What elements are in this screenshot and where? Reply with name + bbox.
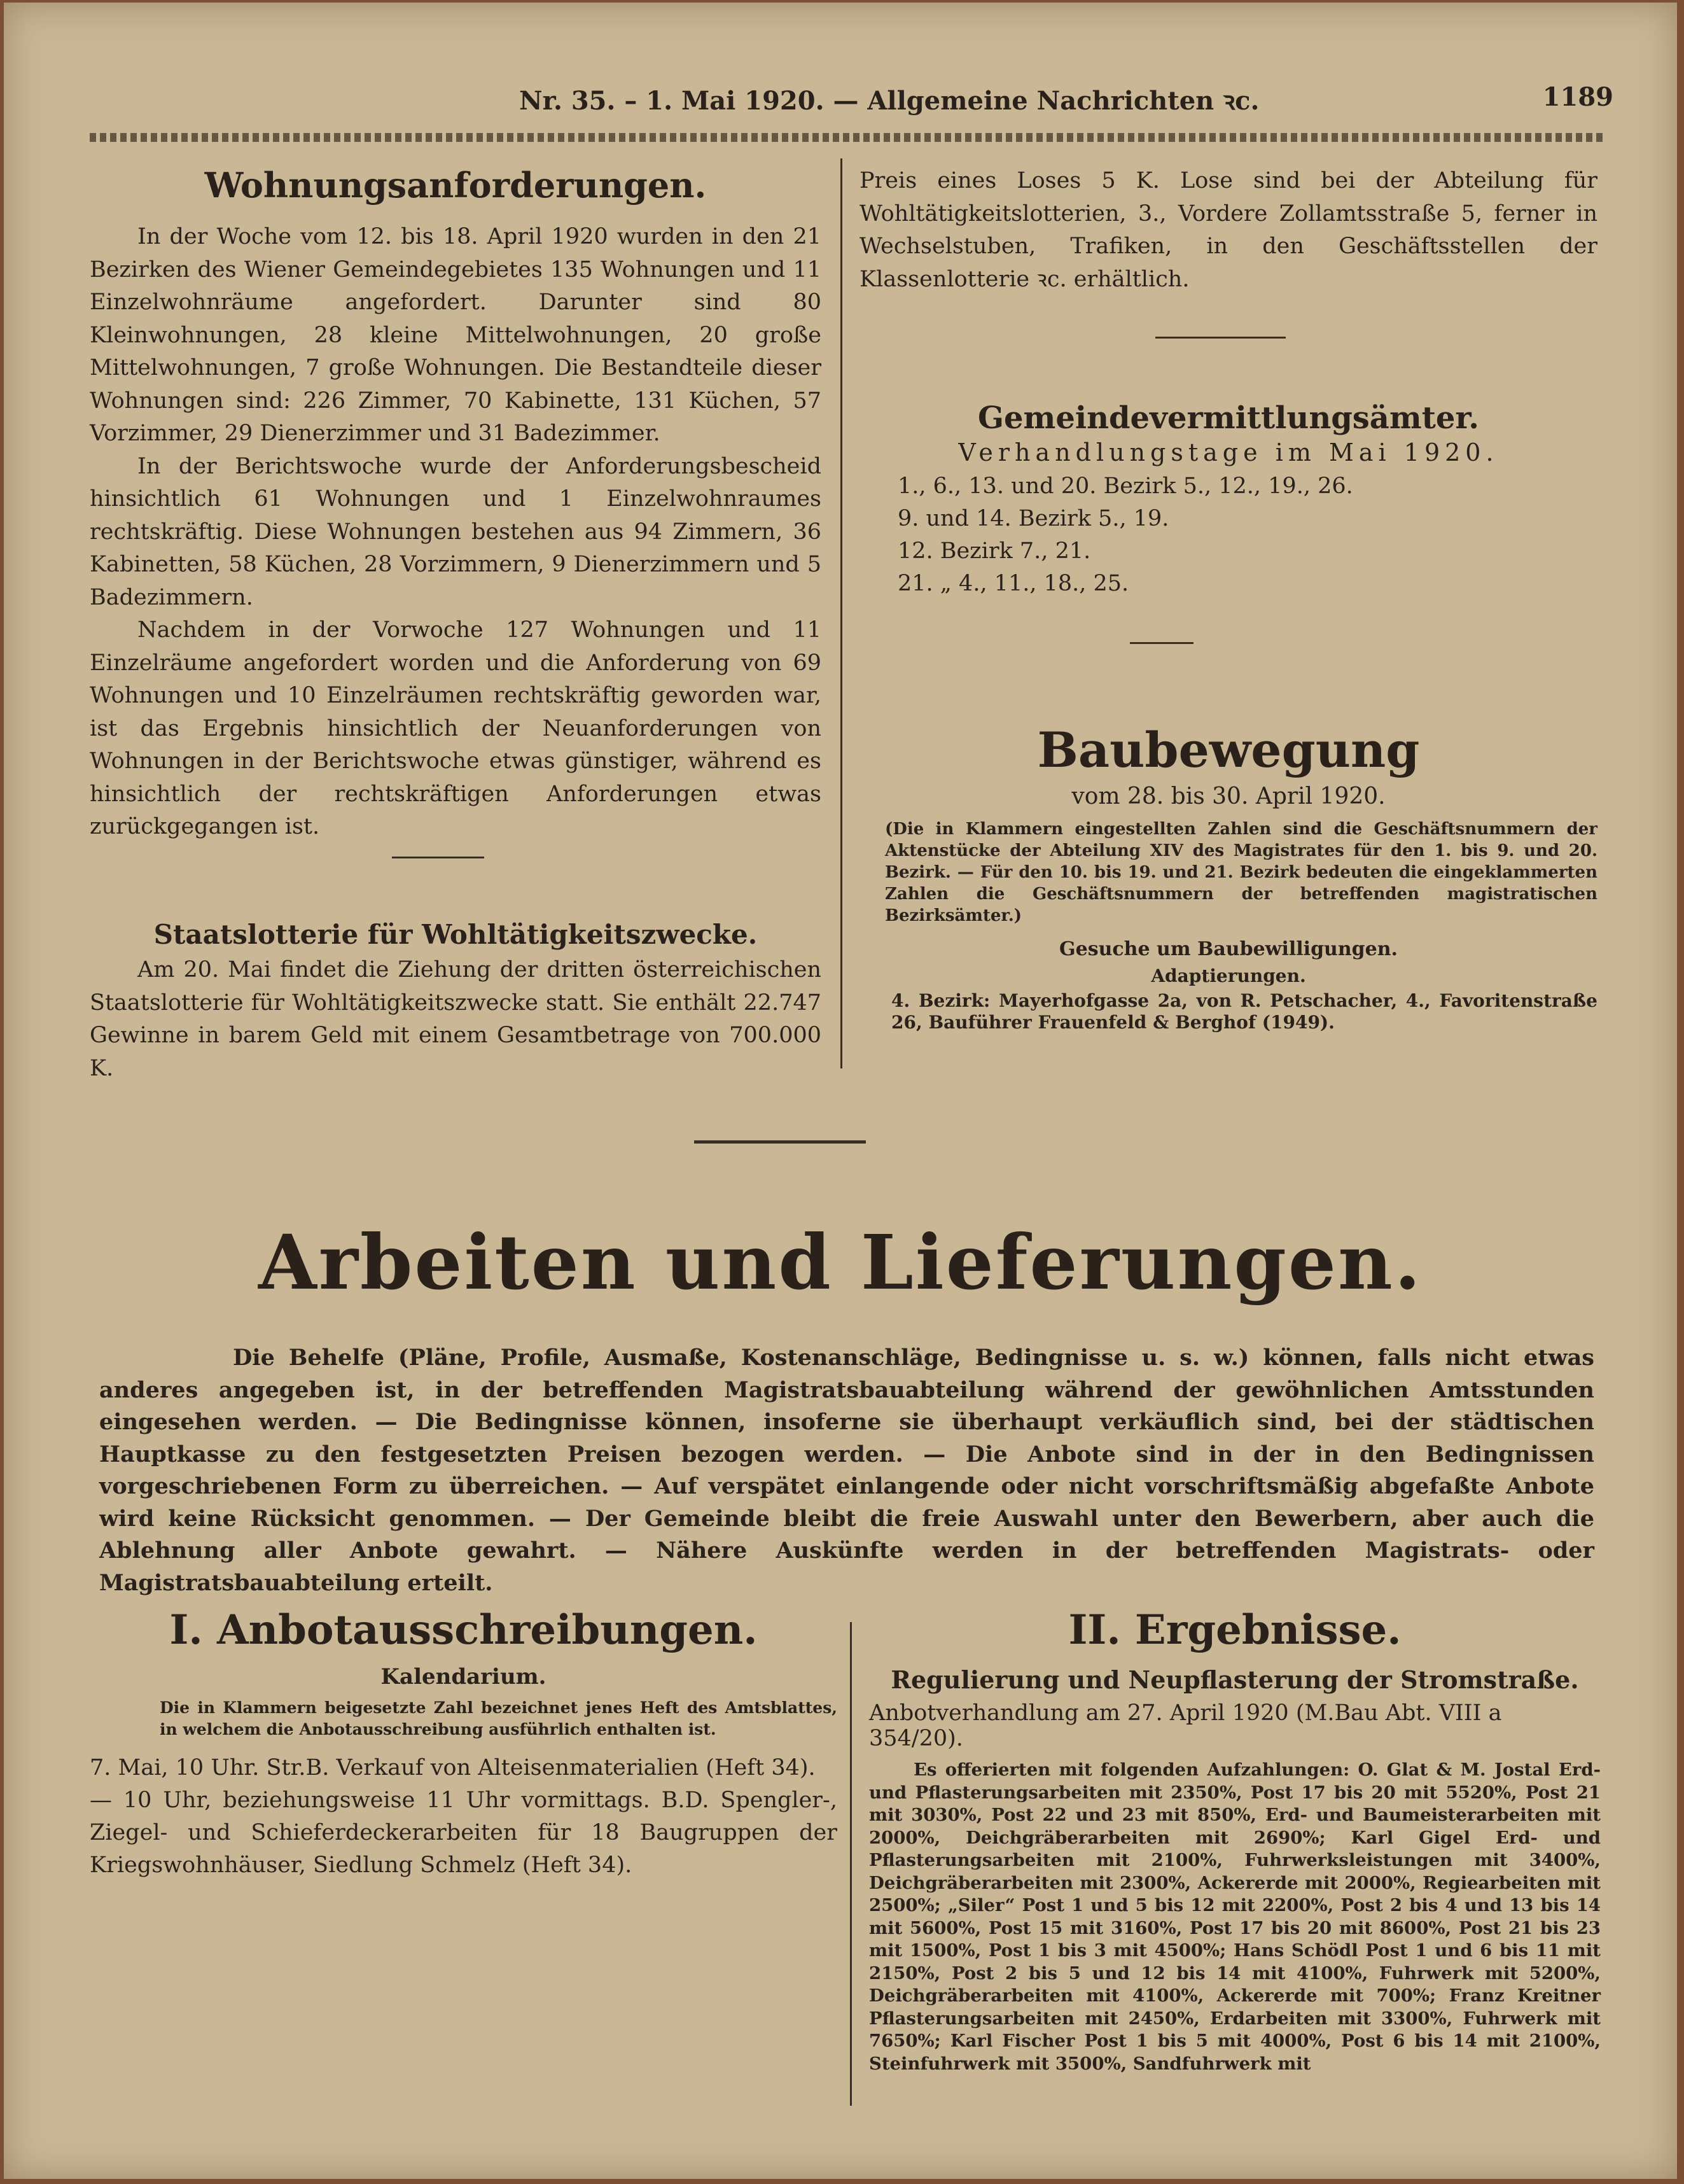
ergebnisse-title: II. Ergebnisse.	[1068, 1606, 1402, 1654]
anbot-entry: 7. Mai, 10 Uhr. Str.B. Verkauf von Alteisenmaterialien (Heft 34).	[90, 1755, 816, 1781]
right-separator-2	[1130, 642, 1193, 644]
arbeiten-title: Arbeiten und Lieferungen.	[258, 1218, 1423, 1306]
ergebnisse-subheading: Regulierung und Neupflasterung der Stromstraße.	[891, 1665, 1579, 1694]
anbot-section	[90, 1606, 837, 1882]
lotterie-paragraph-2: Preis eines Loses 5 K. Lose sind bei der Abteilung für Wohltätigkeitslotterien, 3., Vordere Zollamtsstraße 5, ferner in Wechselstuben, Trafiken, in den Geschäftsstellen der Klassenlotterie ꝛc. erhältlich.	[859, 168, 1597, 292]
header-text: Nr. 35. – 1. Mai 1920. — Allgemeine Nachrichten ꝛc.	[519, 86, 1260, 116]
bau-entry: 4. Bezirk: Mayerhofgasse 2a, von R. Petschacher, 4., Favoritenstraße 26, Bauführer Frauenfeld & Berghof (1949).	[891, 990, 1597, 1033]
header-rule	[90, 133, 1604, 142]
bau-title: Baubewegung	[1037, 722, 1420, 778]
column-divider-bottom	[850, 1622, 852, 2106]
ergebnisse-text: Es offerierten mit folgenden Aufzahlungen: O. Glat & M. Jostal Erd- und Pflasterungsarbeiten mit 2350%, Post 17 bis 20 mit 5520%, Post 21 mit 3030%, Post 22 und 23 mit 850%, Erd- und Baumeisterarbeiten mit 2000%, Deichgräberarbeiten mit 2690%; Karl Gigel Erd- und Pflasterungsarbeiten mit 2100%, Fuhrwerksleistungen mit 3400%, Deichgräberarbeiten mit 2300%, Ackererde mit 2000%, Regiearbeiten mit 2500%; „Siler“ Post 1 und 5 bis 12 mit 2200%, Post 2 bis 4 und 13 bis 14 mit 5600%, Post 15 mit 3160%, Post 17 bis 20 mit 8600%, Post 21 bis 23 mit 1500%, Post 1 bis 3 mit 4500%; Hans Schödl Post 1 und 6 bis 11 mit 2150%, Post 2 bis 5 und 12 bis 14 mit 4100%, Fuhrwerk mit 5200%, Deichgräberarbeiten mit 4100%, Ackererde mit 700%; Franz Kreitner Pflasterungsarbeiten mit 2450%, Erdarbeiten mit 3300%, Fuhrwerk mit 7650%; Karl Fischer Post 1 bis 5 mit 4000%, Post 6 bis 14 mit 2100%, Steinfuhrwerk mit 3500%, Sandfuhrwerk mit	[869, 1760, 1601, 2074]
ergebnisse-section	[869, 1606, 1601, 2075]
bau-note: (Die in Klammern eingestellten Zahlen sind die Geschäftsnummern der Aktenstücke der Abteilung XIV des Magistrates für den 1. bis 9. und 20. Bezirk. — Für den 10. bis 19. und 21. Bezirk bedeuten die eingeklammerten Zahlen die Geschäftsnummern der betreffenden magistratischen Bezirksämter.)	[885, 820, 1597, 925]
vermittlung-row: 1., 6., 13. und 20. Bezirk 5., 12., 19., 26.	[898, 473, 1353, 499]
wohnung-paragraph-1: In der Woche vom 12. bis 18. April 1920 wurden in den 21 Bezirken des Wiener Gemeindegebietes 135 Wohnungen und 11 Einzelwohnräume angefordert. Darunter sind 80 Kleinwohnungen, 28 kleine Mittelwohnungen, 20 große Mittelwohnungen, 7 große Wohnungen. Die Bestandteile dieser Wohnungen sind: 226 Zimmer, 70 Kabinette, 131 Küchen, 57 Vorzimmer, 29 Dienerzimmer und 31 Badezimmer.	[90, 224, 821, 446]
page-header	[87, 82, 1613, 127]
left-column-top	[90, 165, 821, 844]
bau-subtitle: vom 28. bis 30. April 1920.	[1071, 783, 1386, 809]
right-column-top	[859, 165, 1597, 296]
baubewegung-section	[859, 722, 1597, 1033]
vermittlung-row: 12. Bezirk 7., 21.	[898, 538, 1091, 564]
bau-gesuche-heading: Gesuche um Baubewilligungen.	[1059, 938, 1398, 960]
anbot-title: I. Anbotausschreibungen.	[169, 1606, 758, 1654]
center-separator	[694, 1140, 866, 1144]
bau-adapt-heading: Adaptierungen.	[1151, 965, 1306, 986]
vermittlung-subtitle: Verhandlungstage im Mai 1920.	[958, 438, 1499, 466]
vermittlung-section	[859, 400, 1597, 600]
ergebnisse-line: Anbotverhandlung am 27. April 1920 (M.Bau Abt. VIII a 354/20).	[869, 1700, 1502, 1751]
wohnung-paragraph-3: Nachdem in der Vorwoche 127 Wohnungen und 11 Einzelräume angefordert worden und die Anforderung von 69 Wohnungen und 10 Einzelräumen rechtskräftig geworden war, ist das Ergebnis hinsichtlich der Neuanforderungen von Wohnungen in der Berichtswoche etwas günstiger, während es hinsichtlich der rechtskräftigen Anforderungen etwas zurückgegangen ist.	[90, 617, 821, 839]
lotterie-paragraph-1: Am 20. Mai findet die Ziehung der dritten österreichischen Staatslotterie für Wohltätigkeitszwecke statt. Sie enthält 22.747 Gewinne in barem Geld mit einem Gesamtbetrage von 700.000 K.	[90, 957, 821, 1081]
vermittlung-title: Gemeindevermittlungsämter.	[978, 400, 1479, 436]
kalendarium-heading: Kalendarium.	[380, 1664, 546, 1690]
left-separator	[392, 857, 484, 858]
newspaper-page	[4, 3, 1677, 2179]
vermittlung-row: 9. und 14. Bezirk 5., 19.	[898, 506, 1169, 531]
left-column-lotterie	[90, 919, 821, 1085]
lotterie-title: Staatslotterie für Wohltätigkeitszwecke.	[153, 919, 758, 950]
kalendarium-note: Die in Klammern beigesetzte Zahl bezeichnet jenes Heft des Amtsblattes, in welchem die Anbotausschreibung ausführlich enthalten ist.	[160, 1698, 837, 1739]
arbeiten-intro: Die Behelfe (Pläne, Profile, Ausmaße, Kostenanschläge, Bedingnisse u. s. w.) können, falls nicht etwas anderes angegeben ist, in der betreffenden Magistratsbauabteilung während der gewöhnlichen Amtsstunden eingesehen werden. — Die Bedingnisse können, insoferne sie überhaupt verkäuflich sind, bei der städtischen Hauptkasse zu den festgesetzten Preisen bezogen werden. — Die Anbote sind in der in den Bedingnissen vorgeschriebenen Form zu überreichen. — Auf verspätet einlangende oder nicht vorschriftsmäßig abgefaßte Anbote wird keine Rücksicht genommen. — Der Gemeinde bleibt die freie Auswahl unter den Bewerbern, aber auch die Ablehnung aller Anbote gewahrt. — Nähere Auskünfte werden in der betreffenden Magistrats- oder Magistratsbauabteilung erteilt.	[99, 1345, 1594, 1596]
wohnung-title: Wohnungsanforderungen.	[204, 165, 707, 206]
vermittlung-row: 21. „ 4., 11., 18., 25.	[898, 571, 1129, 596]
page-number: 1189	[1542, 82, 1613, 112]
wohnung-paragraph-2: In der Berichtswoche wurde der Anforderungsbescheid hinsichtlich 61 Wohnungen und 1 Einzelwohnraumes rechtskräftig. Diese Wohnungen bestehen aus 94 Zimmern, 36 Kabinetten, 58 Küchen, 28 Vorzimmern, 9 Dienerzimmern und 5 Badezimmern.	[90, 453, 821, 610]
right-separator-1	[1155, 337, 1286, 339]
anbot-entry: — 10 Uhr, beziehungsweise 11 Uhr vormittags. B.D. Spengler-, Ziegel- und Schieferdeckerarbeiten für 18 Baugruppen der Kriegswohnhäuser, Siedlung Schmelz (Heft 34).	[90, 1788, 837, 1878]
column-divider-top	[840, 158, 842, 1068]
